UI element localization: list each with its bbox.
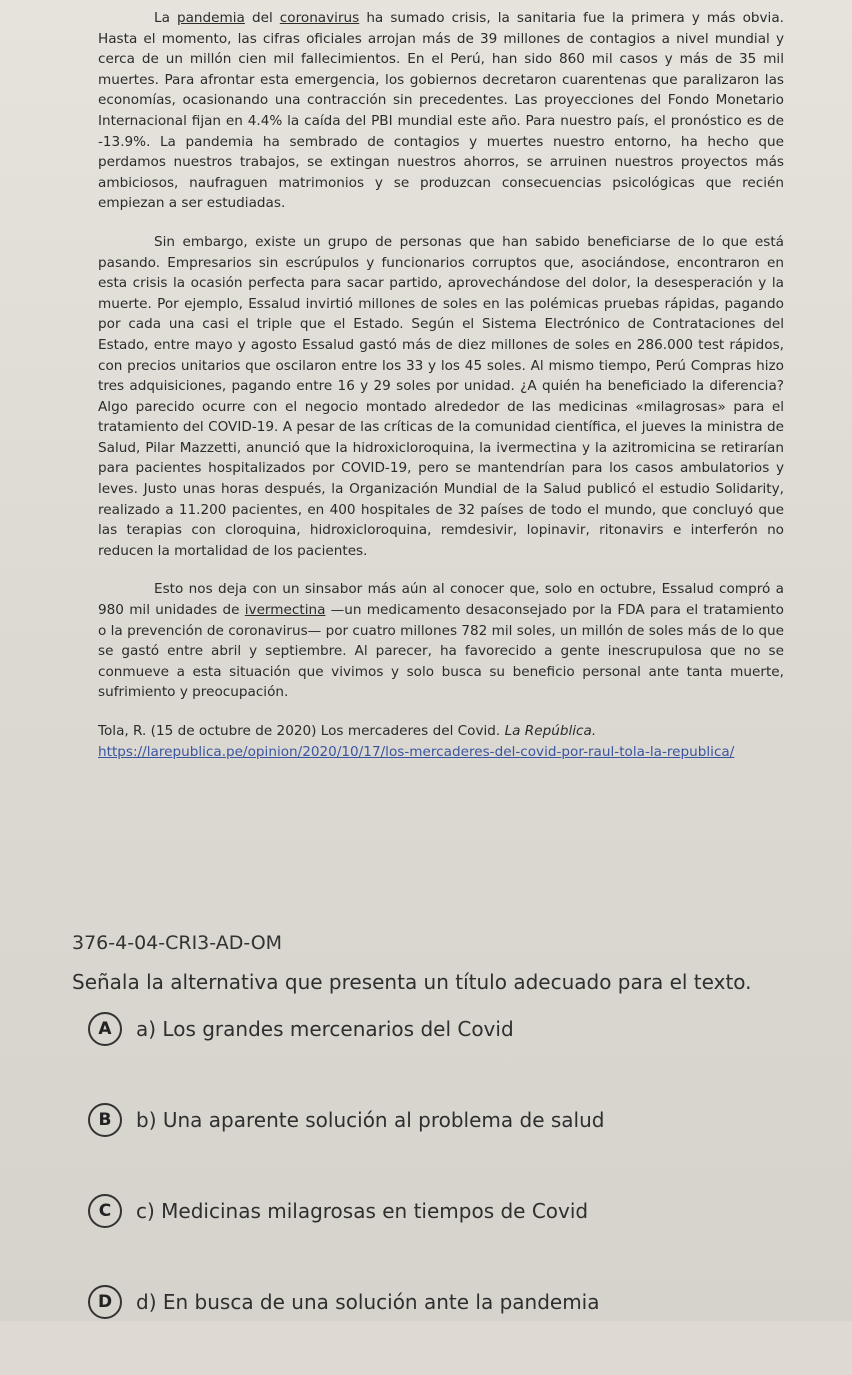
text-span: —un medicamento desaconsejado por la FDA para el tratamiento o la prevención de coronavirus— por cuatro millones 782 mil soles, un millón de soles más de lo que se gastó entre abril y septiembre. Al parecer, ha favorecido a gente inescrupulosa que no se conmueve a esta situación que vivimos y solo busca su beneficio personal ante tanta muerte, sufrimiento y preocupación. — [98, 602, 784, 701]
text-span: ha sumado crisis, la sanitaria fue la primera y más obvia. Hasta el momento, las cifras oficiales arrojan más de 39 millones de contagios a nivel mundial y cerca de un millón cien mil fallecimientos. En el Perú, han sido 860 mil casos y más de 35 mil muertes. Para afrontar esta emergencia, los gobiernos decretaron cuarentenas que paralizaron las economías, ocasionando una contracción sin precedentes. Las proyecciones del Fondo Monetario Internacional fijan en 4.4% la caída del PBI mundial este año. Para nuestro país, el pronóstico es de -13.9%. La pandemia ha sembrado de contagios y muertes nuestro entorno, ha hecho que perdamos nuestros trabajos, se extingan nuestros ahorros, se arruinen nuestros proyectos más ambiciosos, naufraguen matrimonios y se produzcan consecuencias psicológicas que recién empiezan a ser estudiadas. — [98, 10, 784, 212]
text-span: Esto nos deja con un sinsabor más aún al conocer que, solo en octubre, Essalud compró a 980 mil unidades de — [98, 581, 784, 619]
text-span: La — [154, 10, 177, 26]
option-letter-badge: C — [88, 1194, 122, 1228]
option-text: d) En busca de una solución ante la pandemia — [136, 1290, 600, 1314]
option-letter-badge: D — [88, 1285, 122, 1319]
option-letter-badge: A — [88, 1012, 122, 1046]
text-span: del — [244, 10, 280, 26]
option-letter-badge: B — [88, 1103, 122, 1137]
question-code: 376-4-04-CRI3-AD-OM — [72, 932, 283, 954]
underlined-word: pandemia — [176, 10, 245, 26]
option-text: b) Una aparente solución al problema de salud — [136, 1108, 605, 1132]
citation-source: La República. — [504, 723, 597, 739]
underlined-word: coronavirus — [279, 10, 360, 26]
paragraph-2: Sin embargo, existe un grupo de personas que han sabido beneficiarse de lo que está pasando. Empresarios sin escrúpulos y funcionarios corruptos que, asociándose, encontraron en esta crisis la ocasión perfecta para sacar partido, aprovechándose del dolor, la desesperación y la muerte. Por ejemplo, Essalud invirtió millones de soles en las polémicas pruebas rápidas, pagando por cada una casi el triple que el Estado. Según el Sistema Electrónico de Contrataciones del Estado, entre mayo y agosto Essalud gastó más de diez millones de soles en 286.000 test rápidos, con precios unitarios que oscilaron entre los 33 y los 45 soles. Al mismo tiempo, Perú Compras hizo tres adquisiciones, pagando entre 16 y 29 soles por unidad. ¿A quién ha beneficiado la diferencia? Algo parecido ocurre con el negocio montado alrededor de las medicinas «milagrosas» para el tratamiento del COVID-19. A pesar de las críticas de la comunidad científica, el jueves la ministra de Salud, Pilar Mazzetti, anunció que la hidroxicloroquina, la ivermectina y la azitromicina se retirarían para pacientes hospitalizados por COVID-19, pero se mantendrían para los casos ambulatorios y leves. Justo unas horas después, la Organización Mundial de la Salud publicó el estudio Solidarity, realizado a 11.200 pacientes, en 400 hospitales de 32 países de todo el mundo, que concluyó que las terapias con cloroquina, hidroxicloroquina, remdesivir, lopinavir, ritonavirs e interferón no reducen la mortalidad de los pacientes. — [98, 233, 784, 559]
reading-passage — [98, 8, 784, 762]
option-text: c) Medicinas milagrosas en tiempos de Covid — [136, 1199, 589, 1223]
citation-link[interactable]: https://larepublica.pe/opinion/2020/10/17/los-mercaderes-del-covid-por-raul-tola-la-republica/ — [98, 743, 735, 760]
option-a[interactable] — [88, 1011, 788, 1047]
citation — [98, 721, 784, 762]
citation-text: Tola, R. (15 de octubre de 2020) Los mercaderes del Covid. — [98, 723, 505, 739]
option-text: a) Los grandes mercenarios del Covid — [136, 1017, 514, 1041]
underlined-word: ivermectina — [244, 602, 326, 619]
option-b[interactable] — [88, 1102, 788, 1138]
question-prompt: Señala la alternativa que presenta un título adecuado para el texto. — [72, 970, 752, 994]
option-d[interactable] — [88, 1284, 788, 1320]
answer-options — [88, 1011, 788, 1375]
paragraph-1 — [98, 8, 784, 214]
citation-reference — [98, 721, 784, 742]
paragraph-3 — [98, 579, 784, 703]
option-c[interactable] — [88, 1193, 788, 1229]
